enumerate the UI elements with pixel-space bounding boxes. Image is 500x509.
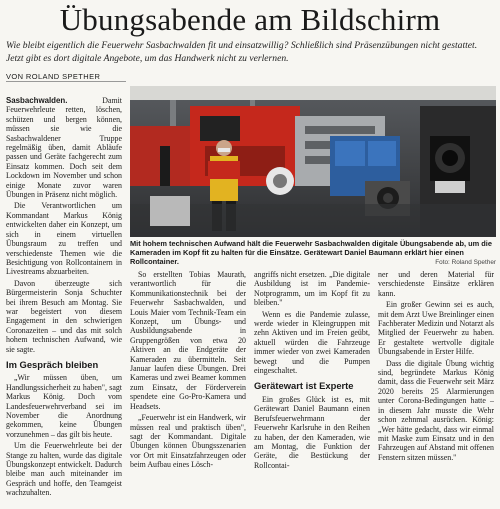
paragraph: So erstellten Tobias Maurath, verantwortlich für die Kommunikationstechnik bei der Feuerwehr Sasbachwalden, und Louis Maier vom Technik-Team ein Konzept, um Übungs- und Ausbildungsabende in Gruppengrößen von etwa 20 Aktiven an die Endgeräte der Kameraden zu übermitteln. Seit Januar laufen diese Übungen. Drei Kameras und zwei Beamer kommen zum Einsatz, der Förderverein spendete eine Go-Pro-Kamera und Headsets. — [130, 270, 246, 411]
paragraph: Dass die digitale Übung wichtig sind, begründete Markus König damit, dass die Feuerwehr seit März 2020 bereits 25 Alarmierungen unter Corona-Bedingungen hatte – in diesem Jahr musste die Wehr schon zehnmal ausrücken. König: „Wer hätte gedacht, dass wir einmal mit Maske zum Einsatz und in den Fahrzeugen auf Abstand mit offenen Fenstern sitzen müssen." — [378, 358, 494, 462]
paragraph: angriffs nicht ersetzen. „Die digitale Ausbildung ist im Pandemie-Notprogramm, um im Kopf fit zu bleiben." — [254, 270, 370, 308]
headline: Übungsabende am Bildschirm — [59, 2, 441, 37]
paragraph: „Feuerwehr ist ein Handwerk, wir müssen real und praktisch üben", sagt der Kommandant. Digitale Übungen können Übungsszenarien vor Ort mit Einsatzfahrzeugen oder beim Aufbau eines Lösch- — [130, 413, 246, 470]
section-heading: Gerätewart ist Experte — [254, 380, 354, 392]
paragraph: Ein großes Glück ist es, mit Gerätewart Daniel Baumann einen Berufsfeuerwehrmann der Feuerwehr Karlsruhe in den Reihen zu haben, der den Kameraden, wie am Montag, die Funktion der Geräte, die Bestückung der Rollcontai- — [254, 394, 370, 470]
subheadline: Wie bleibt eigentlich die Feuerwehr Sasbachwalden fit und einsatzwillig? Schließlich sind Präsenzübungen nicht gestattet. Jetzt gibt es dort digitale Angebote, um das Handwerk nicht zu verlernen. — [6, 40, 478, 64]
photo-credit: Foto: Roland Spether — [435, 259, 496, 266]
paragraph: Davon überzeugte sich Bürgermeisterin Sonja Schuchter bei ihrem Besuch am Montag. Sie war begeistert von diesem Engagement in den schwierigen Coronazeiten – und das mit solch hohem technischen Aufwand, wie sie sagte. — [6, 278, 122, 354]
column-1 — [6, 96, 122, 500]
paragraph: Wenn es die Pandemie zulasse, werde wieder in Kleingruppen mit zehn Aktiven und im Freien geübt, aktuell würden die Fahrzeuge immer wieder von zwei Kameraden bewegt und die Pumpen eingeschaltet. — [254, 309, 370, 376]
paragraph: Ein großer Gewinn sei es auch, mit dem Arzt Uwe Breinlinger einen Fachberater Medizin und Notarzt als Mitglied der Feuerwehr zu haben. Er gestaltete wertvolle digitale Übungsabende in Erster Hilfe. — [378, 300, 494, 357]
photo-illustration — [130, 86, 496, 237]
section-heading: Im Gespräch bleiben — [6, 358, 99, 370]
column-3 — [254, 270, 370, 472]
photo-caption: Mit hohem technischen Aufwand hält die Feuerwehr Sasbachwalden digitale Übungsabende ab, um die Kameraden im Kopf fit zu halten für die Einsätze. Gerätewart Daniel Baumann erklärt hier einen Rollcontainer. — [130, 239, 492, 267]
paragraph: „Wir müssen üben, um Handlungssicherheit zu haben", sagt Markus König. Doch vom Landesfeuerwehrverband sei im November die Anordnung gekommen, keine Übungen vorzunehmen – das gilt bis heute. — [6, 373, 122, 439]
column-4 — [378, 270, 494, 464]
paragraph: Um die Feuerwehrleute bei der Stange zu halten, wurde das digitale Übungskonzept entwickelt. Dadurch bleibe man auch miteinander im Gespräch und hoffe, den Teamgeist wachzuhalten. — [6, 441, 122, 498]
column-2 — [130, 270, 246, 472]
paragraph: ner und deren Material für verschiedenste Einsätze erklären kann. — [378, 270, 494, 298]
byline: VON ROLAND SPETHER — [6, 72, 101, 81]
paragraph: Damit Feuerwehrleute retten, löschen, schützen und bergen können, müssen sie wie die Sasbachwaldener Truppe regelmäßig üben, damit Abläufe passen und Geräte fachgerecht zum Einsatz kommen. Doch seit dem Lockdown im November und schon einige Monate zuvor waren Übungen in Präsenz nicht möglich. — [6, 96, 122, 200]
article-photo — [130, 86, 496, 237]
byline-rule — [6, 81, 126, 82]
dateline: Sasbachwalden. — [6, 96, 68, 105]
paragraph: Die Verantwortlichen um Kommandant Markus König entwickelten daher ein Konzept, um sich in einem virtuellen Übungsraum zu treffen und verschiedenste Themen wie die Besichtigung von Rollcontainern in Livestreams abzuarbeiten. — [6, 201, 122, 277]
